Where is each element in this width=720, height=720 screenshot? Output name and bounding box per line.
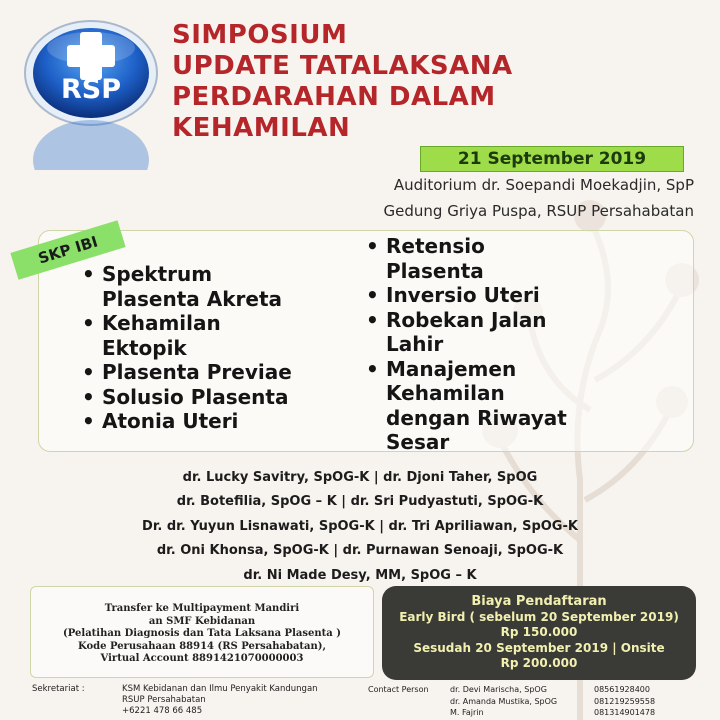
secretariat-label: Sekretariat : bbox=[32, 684, 85, 694]
topic-text: Solusio Plasenta bbox=[102, 384, 289, 409]
bullet-icon: • bbox=[366, 234, 379, 258]
contact-phone: 081314901478 bbox=[594, 708, 656, 717]
speaker-line: dr. Ni Made Desy, MM, SpOG – K bbox=[243, 567, 477, 583]
contact-person-info bbox=[368, 684, 655, 719]
bullet-icon: • bbox=[82, 262, 95, 286]
topic-text: Manajemen bbox=[386, 356, 517, 381]
transfer-info-box bbox=[30, 586, 374, 678]
topic-item bbox=[366, 357, 666, 455]
logo-reflection bbox=[22, 120, 160, 170]
contact-name: M. Fajrin bbox=[450, 708, 484, 717]
bullet-icon: • bbox=[366, 356, 379, 381]
topic-item bbox=[366, 308, 666, 357]
bullet-icon: • bbox=[82, 311, 95, 335]
skp-ibi-ribbon: SKP IBI bbox=[10, 220, 125, 280]
contact-phone: 081219259558 bbox=[594, 696, 656, 706]
topic-text: Inversio Uteri bbox=[386, 283, 540, 307]
topic-text: Spektrum bbox=[102, 262, 213, 286]
topic-item bbox=[366, 234, 666, 283]
topics-left-column bbox=[82, 262, 362, 434]
contact-phone: 08561928400 bbox=[594, 685, 650, 694]
topic-item bbox=[82, 385, 362, 410]
secretariat-line: RSUP Persahabatan bbox=[122, 695, 206, 705]
registration-fee-box bbox=[382, 586, 696, 680]
topic-text: Kehamilan bbox=[102, 311, 221, 335]
fee-title: Biaya Pendaftaran bbox=[471, 594, 607, 609]
late-price: Rp 200.000 bbox=[500, 656, 578, 670]
rsp-logo bbox=[22, 18, 160, 128]
speaker-line: dr. Botefilia, SpOG – K | dr. Sri Pudyastuti, SpOG-K bbox=[176, 494, 544, 510]
topic-item bbox=[82, 311, 362, 360]
speaker-line: dr. Lucky Savitry, SpOG-K | dr. Djoni Taher, SpOG bbox=[182, 470, 538, 485]
topic-text: Plasenta Akreta bbox=[102, 286, 282, 311]
early-bird-label: Early Bird ( sebelum 20 September 2019) bbox=[399, 609, 679, 624]
topic-text: Plasenta bbox=[386, 258, 484, 283]
topic-text: Atonia Uteri bbox=[102, 409, 239, 433]
venue-line-1: Auditorium dr. Soepandi Moekadjin, SpP bbox=[393, 176, 694, 194]
transfer-line: Transfer ke Multipayment Mandiri bbox=[104, 603, 300, 614]
topic-text: Kehamilan bbox=[386, 381, 505, 405]
early-bird-price: Rp 150.000 bbox=[500, 625, 578, 639]
title-line-3: PERDARAHAN DALAM bbox=[172, 82, 496, 112]
title-line-1: SIMPOSIUM bbox=[172, 20, 348, 50]
late-label: Sesudah 20 September 2019 | Onsite bbox=[413, 640, 665, 655]
title-line-2: UPDATE TATALAKSANA bbox=[172, 51, 513, 81]
topic-text: dengan Riwayat bbox=[386, 405, 567, 430]
transfer-line: Kode Perusahaan 88914 (RS Persahabatan), bbox=[77, 640, 327, 652]
speaker-line: Dr. dr. Yuyun Lisnawati, SpOG-K | dr. Tri Apriliawan, SpOG-K bbox=[142, 518, 578, 534]
topic-item bbox=[366, 283, 666, 308]
topic-item bbox=[82, 360, 362, 385]
contact-name: dr. Devi Marischa, SpOG bbox=[450, 685, 547, 694]
topic-item bbox=[82, 409, 362, 434]
transfer-line: Virtual Account 8891421070000003 bbox=[100, 653, 304, 664]
topic-item bbox=[82, 262, 362, 311]
topics-right-column bbox=[366, 234, 666, 455]
transfer-line: (Pelatihan Diagnosis dan Tata Laksana Plasenta ) bbox=[63, 628, 341, 639]
event-date-badge: 21 September 2019 bbox=[420, 146, 684, 172]
event-title bbox=[172, 20, 712, 144]
secretariat-line: +6221 478 66 485 bbox=[122, 706, 203, 716]
bullet-icon: • bbox=[82, 360, 95, 384]
venue-line-2: Gedung Griya Puspa, RSUP Persahabatan bbox=[383, 202, 694, 220]
bullet-icon: • bbox=[82, 409, 95, 433]
contact-name: dr. Amanda Mustika, SpOG bbox=[450, 696, 558, 706]
topic-text: Plasenta Previae bbox=[102, 360, 292, 384]
topic-text: Sesar bbox=[386, 430, 450, 454]
secretariat-info bbox=[32, 684, 318, 717]
topic-text: Retensio bbox=[386, 234, 485, 258]
topic-text: Robekan Jalan bbox=[386, 307, 547, 332]
logo-text: RSP bbox=[60, 74, 122, 105]
speaker-line: dr. Oni Khonsa, SpOG-K | dr. Purnawan Senoaji, SpOG-K bbox=[156, 543, 564, 559]
transfer-line: an SMF Kebidanan bbox=[148, 615, 256, 627]
bullet-icon: • bbox=[366, 307, 379, 332]
bullet-icon: • bbox=[82, 384, 95, 409]
speakers-list bbox=[20, 466, 700, 588]
secretariat-line: KSM Kebidanan dan Ilmu Penyakit Kandungan bbox=[122, 684, 318, 694]
topic-text: Ektopik bbox=[102, 335, 187, 360]
contact-label: Contact Person bbox=[368, 685, 429, 694]
bullet-icon: • bbox=[366, 283, 379, 307]
title-line-4: KEHAMILAN bbox=[172, 113, 351, 143]
topic-text: Lahir bbox=[386, 332, 444, 356]
